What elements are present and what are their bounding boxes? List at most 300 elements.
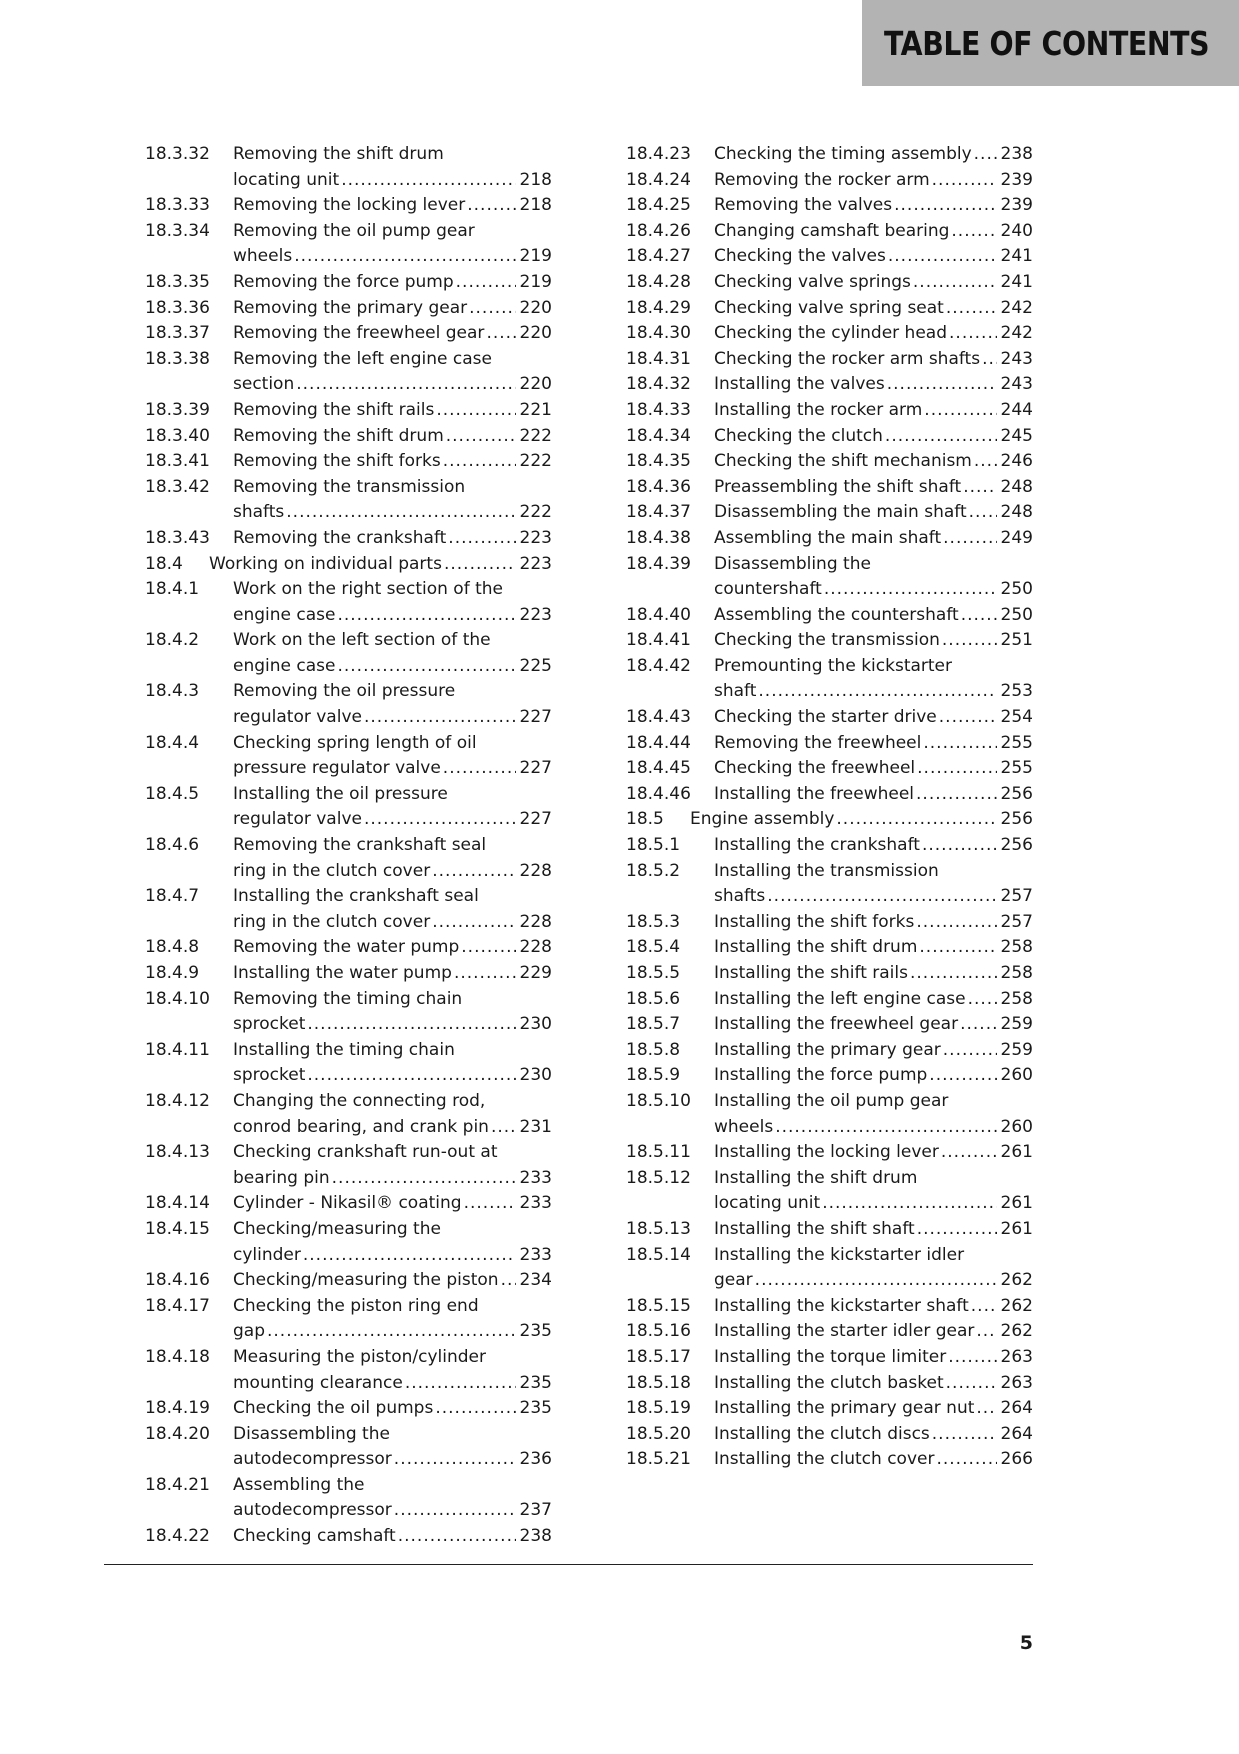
toc-entry-title: Checking the cylinder head <box>714 323 948 344</box>
toc-entry[interactable] <box>626 1089 1033 1140</box>
toc-entry[interactable] <box>626 1038 1033 1064</box>
dot-leader <box>910 961 997 987</box>
toc-entry-number: 18.4.35 <box>626 451 691 472</box>
toc-entry[interactable] <box>145 1140 552 1191</box>
toc-entry-page: 253 <box>1000 681 1033 702</box>
toc-entry[interactable] <box>145 884 552 935</box>
toc-entry-page: 250 <box>1000 579 1033 600</box>
toc-entry[interactable] <box>145 424 552 450</box>
toc-entry-title: Removing the locking lever <box>233 195 466 216</box>
toc-entry-number: 18.5.16 <box>626 1321 691 1342</box>
toc-entry-page: 261 <box>1000 1218 1033 1239</box>
toc-entry[interactable] <box>145 475 552 526</box>
toc-entry-title: Installing the primary gear <box>714 1039 941 1060</box>
toc-entry-page: 256 <box>1000 783 1033 804</box>
dot-leader <box>448 526 515 552</box>
toc-entry[interactable] <box>145 961 552 987</box>
toc-entry[interactable] <box>145 1422 552 1473</box>
dot-leader <box>982 347 996 373</box>
toc-entry[interactable] <box>145 219 552 270</box>
toc-entry-title: Removing the force pump <box>233 271 454 292</box>
dot-leader <box>929 1063 996 1089</box>
toc-entry-page: 242 <box>1000 297 1033 318</box>
toc-entry[interactable] <box>145 1524 552 1550</box>
toc-entry[interactable] <box>626 1166 1033 1217</box>
toc-entry-page: 227 <box>519 809 552 830</box>
toc-column-left <box>145 142 552 1550</box>
toc-entry[interactable] <box>145 321 552 347</box>
toc-entry-page: 238 <box>1000 144 1033 164</box>
toc-entry[interactable] <box>145 449 552 475</box>
toc-entry-page: 245 <box>1000 425 1033 446</box>
toc-entry[interactable] <box>626 731 1033 757</box>
toc-entry-number: 18.4.12 <box>145 1090 210 1111</box>
toc-entry[interactable] <box>626 552 1033 603</box>
toc-entry-title: Work on the right section of the <box>233 579 503 600</box>
toc-entry[interactable] <box>626 1294 1033 1320</box>
dot-leader <box>969 500 997 526</box>
toc-entry[interactable] <box>145 935 552 961</box>
toc-entry[interactable] <box>626 500 1033 526</box>
toc-entry-page: 233 <box>519 1193 552 1214</box>
toc-entry-page: 241 <box>1000 246 1033 267</box>
toc-entry-page: 263 <box>1000 1346 1033 1367</box>
toc-entry-number: 18.4.3 <box>145 681 200 702</box>
dot-leader <box>767 884 996 910</box>
toc-entry[interactable] <box>626 1422 1033 1448</box>
toc-entry[interactable] <box>626 987 1033 1013</box>
toc-entry-page: 261 <box>1000 1142 1033 1163</box>
toc-entry-title: cylinder <box>233 1244 301 1265</box>
toc-entry-title: Checking the starter drive <box>714 707 937 728</box>
toc-entry-page: 228 <box>519 911 552 932</box>
toc-entry-number: 18.5.20 <box>626 1423 691 1444</box>
toc-entry-number: 18.4.8 <box>145 937 200 958</box>
toc-entry[interactable] <box>145 1038 552 1089</box>
toc-entry-number: 18.4.20 <box>145 1423 210 1444</box>
toc-entry-page: 248 <box>1000 502 1033 523</box>
toc-entry[interactable] <box>626 1140 1033 1166</box>
toc-entry-number: 18.4.38 <box>626 527 691 548</box>
toc-entry-title: Installing the left engine case <box>714 988 966 1009</box>
toc-entry-title: Installing the clutch cover <box>714 1449 935 1470</box>
toc-entry[interactable] <box>626 398 1033 424</box>
toc-entry[interactable] <box>626 372 1033 398</box>
toc-entry-page: 259 <box>1000 1039 1033 1060</box>
toc-entry[interactable] <box>145 987 552 1038</box>
toc-entry[interactable] <box>145 577 552 628</box>
toc-entry-title: Checking the oil pumps <box>233 1398 434 1419</box>
toc-entry-title: Removing the primary gear <box>233 297 468 318</box>
toc-entry-page: 233 <box>519 1244 552 1265</box>
toc-entry-number: 18.5.8 <box>626 1039 681 1060</box>
toc-entry[interactable] <box>626 193 1033 219</box>
dot-leader <box>923 731 996 757</box>
toc-entry-title: ring in the clutch cover <box>233 911 431 932</box>
toc-entry-title: Preassembling the shift shaft <box>714 476 962 497</box>
toc-entry[interactable] <box>626 1396 1033 1422</box>
toc-entry-title: Installing the shift rails <box>714 963 908 983</box>
toc-entry-number: 18.4.24 <box>626 169 691 190</box>
dot-leader <box>454 961 516 987</box>
toc-entry-title: Disassembling the <box>233 1423 390 1444</box>
toc-entry-number: 18.4.5 <box>145 783 200 804</box>
dot-leader <box>394 1447 516 1473</box>
toc-entry-title: Installing the clutch basket <box>714 1372 944 1393</box>
dot-leader <box>303 1243 516 1269</box>
toc-entry-title: Removing the freewheel gear <box>233 323 485 344</box>
toc-entry-number: 18.3.33 <box>145 195 210 216</box>
toc-entry-page: 225 <box>519 655 552 676</box>
dot-leader <box>932 168 997 194</box>
toc-entry-number: 18.4 <box>145 553 183 574</box>
dot-leader <box>469 296 515 322</box>
toc-entry-title: Engine assembly <box>690 809 835 830</box>
toc-entry[interactable] <box>626 859 1033 910</box>
dot-leader <box>364 705 516 731</box>
toc-entry-number: 18.5.15 <box>626 1295 691 1316</box>
toc-entry-title: Removing the shift drum <box>233 144 444 164</box>
toc-entry-number: 18.5.18 <box>626 1372 691 1393</box>
toc-entry-number: 18.4.26 <box>626 220 691 241</box>
toc-entry-title: Removing the valves <box>714 195 893 216</box>
toc-entry-title: section <box>233 374 295 395</box>
toc-entry[interactable] <box>626 424 1033 450</box>
toc-entry-page: 223 <box>519 553 552 574</box>
toc-entry-number: 18.4.17 <box>145 1295 210 1316</box>
toc-entry[interactable] <box>626 782 1033 808</box>
toc-entry-title: Installing the oil pump gear <box>714 1090 949 1111</box>
dot-leader <box>486 321 515 347</box>
dot-leader <box>432 910 515 936</box>
toc-entry-title: Removing the oil pressure <box>233 681 456 702</box>
toc-entry-title: Installing the timing chain <box>233 1039 455 1060</box>
toc-entry[interactable] <box>626 807 1033 833</box>
toc-entry-page: 222 <box>519 425 552 446</box>
toc-entry-number: 18.5.1 <box>626 835 681 856</box>
dot-leader <box>919 935 996 961</box>
toc-entry[interactable] <box>626 1371 1033 1397</box>
toc-entry[interactable] <box>145 296 552 322</box>
toc-entry[interactable] <box>145 347 552 398</box>
dot-leader <box>501 1268 516 1294</box>
dot-leader <box>824 577 997 603</box>
toc-entry-number: 18.4.22 <box>145 1526 210 1547</box>
toc-entry-page: 227 <box>519 758 552 779</box>
toc-entry[interactable] <box>145 1217 552 1268</box>
toc-entry-title: Changing camshaft bearing <box>714 220 950 241</box>
toc-entry[interactable] <box>145 731 552 782</box>
toc-entry[interactable] <box>145 1473 552 1524</box>
dot-leader <box>307 1063 515 1089</box>
toc-entry-number: 18.4.9 <box>145 963 200 983</box>
dot-leader <box>963 475 996 501</box>
toc-entry[interactable] <box>145 1396 552 1422</box>
page-number: 5 <box>1019 1632 1033 1654</box>
toc-entry[interactable] <box>626 628 1033 654</box>
toc-entry[interactable] <box>626 1063 1033 1089</box>
toc-entry-title: Installing the starter idler gear <box>714 1321 975 1342</box>
toc-entry-title: engine case <box>233 604 336 625</box>
dot-leader <box>941 1140 997 1166</box>
dot-leader <box>286 500 515 526</box>
dot-leader <box>461 935 515 961</box>
toc-entry[interactable] <box>626 347 1033 373</box>
toc-entry[interactable] <box>145 552 552 578</box>
toc-entry-title: sprocket <box>233 1014 306 1035</box>
toc-entry-number: 18.5.2 <box>626 860 681 881</box>
toc-entry-title: Removing the timing chain <box>233 988 463 1009</box>
toc-entry[interactable] <box>145 833 552 884</box>
toc-entry-title: Removing the crankshaft seal <box>233 835 487 856</box>
toc-entry-title: Installing the crankshaft seal <box>233 886 479 907</box>
toc-entry[interactable] <box>145 1268 552 1294</box>
toc-entry-number: 18.3.41 <box>145 451 210 472</box>
toc-entry-title: Installing the oil pressure <box>233 783 448 804</box>
toc-entry-title: ring in the clutch cover <box>233 860 431 881</box>
toc-entry-number: 18.5.9 <box>626 1065 681 1086</box>
dot-leader <box>775 1115 996 1141</box>
dot-leader <box>974 449 997 475</box>
toc-entry-number: 18.5 <box>626 809 664 830</box>
toc-entry-title: shaft <box>714 681 757 702</box>
toc-entry[interactable] <box>626 475 1033 501</box>
toc-entry-title: Installing the kickstarter idler <box>714 1244 965 1265</box>
toc-entry[interactable] <box>626 1319 1033 1345</box>
toc-entry[interactable] <box>145 1089 552 1140</box>
dot-leader <box>405 1371 516 1397</box>
dot-leader <box>755 1268 997 1294</box>
toc-entry-page: 222 <box>519 451 552 472</box>
toc-entry[interactable] <box>626 603 1033 629</box>
toc-entry-title: Cylinder - Nikasil® coating <box>233 1193 462 1214</box>
toc-entry-page: 243 <box>1000 348 1033 369</box>
page-title: TABLE OF CONTENTS <box>883 24 1209 63</box>
toc-entry-number: 18.5.17 <box>626 1346 691 1367</box>
dot-leader <box>961 603 997 629</box>
dot-leader <box>836 807 996 833</box>
toc-entry[interactable] <box>626 1345 1033 1371</box>
toc-entry-title: Assembling the <box>233 1474 365 1495</box>
dot-leader <box>917 756 996 782</box>
toc-entry-number: 18.5.14 <box>626 1244 691 1265</box>
toc-entry-number: 18.5.10 <box>626 1090 691 1111</box>
toc-entry-number: 18.4.21 <box>145 1474 210 1495</box>
dot-leader <box>885 424 997 450</box>
toc-entry-number: 18.3.38 <box>145 348 210 369</box>
toc-entry-page: 233 <box>519 1167 552 1188</box>
toc-entry-page: 222 <box>519 502 552 523</box>
toc-entry-page: 262 <box>1000 1295 1033 1316</box>
toc-entry-page: 230 <box>519 1065 552 1086</box>
toc-entry[interactable] <box>145 398 552 424</box>
toc-entry-page: 235 <box>519 1398 552 1419</box>
toc-entry-page: 235 <box>519 1321 552 1342</box>
toc-entry-title: Work on the left section of the <box>233 630 491 651</box>
dot-leader <box>888 244 997 270</box>
toc-entry-number: 18.4.43 <box>626 707 691 728</box>
toc-entry[interactable] <box>626 1217 1033 1243</box>
toc-entry[interactable] <box>626 705 1033 731</box>
dot-leader <box>491 1115 516 1141</box>
toc-entry-title: Disassembling the main shaft <box>714 502 967 523</box>
dot-leader <box>822 1191 996 1217</box>
toc-entry-number: 18.4.23 <box>626 144 691 164</box>
toc-entry[interactable] <box>626 296 1033 322</box>
dot-leader <box>398 1524 516 1550</box>
dot-leader <box>467 193 515 219</box>
toc-entry-title: Checking the clutch <box>714 425 883 446</box>
dot-leader <box>951 219 996 245</box>
toc-entry-page: 221 <box>519 399 552 420</box>
toc-entry-title: Installing the rocker arm <box>714 399 923 420</box>
toc-entry-title: gap <box>233 1321 265 1342</box>
toc-entry-title: locating unit <box>233 169 340 190</box>
toc-entry-title: Removing the shift forks <box>233 451 441 472</box>
toc-entry-title: Installing the transmission <box>714 860 939 881</box>
toc-entry[interactable] <box>145 1294 552 1345</box>
dot-leader <box>949 321 997 347</box>
toc-entry[interactable] <box>626 1447 1033 1473</box>
toc-entry[interactable] <box>626 756 1033 782</box>
dot-leader <box>446 424 516 450</box>
dot-leader <box>332 1166 516 1192</box>
dot-leader <box>968 987 997 1013</box>
toc-entry[interactable] <box>626 1243 1033 1294</box>
toc-entry-title: Checking camshaft <box>233 1526 396 1547</box>
toc-entry-page: 254 <box>1000 707 1033 728</box>
toc-entry[interactable] <box>145 628 552 679</box>
footer-divider <box>104 1564 1033 1565</box>
toc-entry[interactable] <box>145 1345 552 1396</box>
toc-entry[interactable] <box>626 833 1033 859</box>
toc-entry[interactable] <box>626 961 1033 987</box>
toc-entry-number: 18.3.39 <box>145 399 210 420</box>
dot-leader <box>432 859 515 885</box>
toc-entry-number: 18.4.13 <box>145 1142 210 1163</box>
toc-entry-number: 18.5.12 <box>626 1167 691 1188</box>
toc-entry[interactable] <box>145 193 552 219</box>
toc-entry[interactable] <box>626 449 1033 475</box>
dot-leader <box>337 603 515 629</box>
toc-entry-page: 242 <box>1000 323 1033 344</box>
toc-entry-number: 18.4.25 <box>626 195 691 216</box>
toc-entry-page: 257 <box>1000 911 1033 932</box>
toc-entry-page: 239 <box>1000 169 1033 190</box>
toc-entry-title: gear <box>714 1270 753 1291</box>
toc-entry-title: Installing the shift drum <box>714 937 918 958</box>
toc-entry-title: Changing the connecting rod, <box>233 1090 486 1111</box>
toc-entry[interactable] <box>145 142 552 193</box>
toc-entry[interactable] <box>145 679 552 730</box>
dot-leader <box>337 654 515 680</box>
toc-entry-number: 18.4.2 <box>145 630 200 651</box>
toc-entry-title: bearing pin <box>233 1167 330 1188</box>
toc-entry-page: 262 <box>1000 1321 1033 1342</box>
toc-entry-number: 18.5.7 <box>626 1014 681 1035</box>
dot-leader <box>296 372 515 398</box>
toc-entry-title: Installing the kickstarter shaft <box>714 1295 969 1316</box>
toc-entry-title: Checking the rocker arm shafts <box>714 348 981 369</box>
toc-entry-number: 18.4.19 <box>145 1398 210 1419</box>
toc-entry-title: Checking/measuring the <box>233 1218 441 1239</box>
toc-entry[interactable] <box>626 910 1033 936</box>
toc-entry[interactable] <box>626 526 1033 552</box>
dot-leader <box>394 1498 516 1524</box>
toc-entry-number: 18.4.28 <box>626 271 691 292</box>
toc-entry-title: Checking/measuring the piston <box>233 1270 499 1291</box>
toc-entry-title: Disassembling the <box>714 553 871 574</box>
toc-entry[interactable] <box>145 270 552 296</box>
toc-entry-number: 18.4.40 <box>626 604 691 625</box>
toc-entry-number: 18.4.34 <box>626 425 691 446</box>
toc-entry-title: conrod bearing, and crank pin <box>233 1116 489 1137</box>
toc-entry[interactable] <box>626 270 1033 296</box>
toc-entry-number: 18.4.11 <box>145 1039 210 1060</box>
toc-entry[interactable] <box>626 219 1033 245</box>
toc-entry[interactable] <box>145 782 552 833</box>
dot-leader <box>922 833 997 859</box>
toc-entry-number: 18.4.15 <box>145 1218 210 1239</box>
toc-entry[interactable] <box>626 935 1033 961</box>
toc-entry-title: Installing the torque limiter <box>714 1346 947 1367</box>
toc-entry[interactable] <box>626 654 1033 705</box>
toc-entry-title: Installing the force pump <box>714 1065 928 1086</box>
toc-entry[interactable] <box>626 1012 1033 1038</box>
toc-entry[interactable] <box>626 321 1033 347</box>
toc-entry-number: 18.4.33 <box>626 399 691 420</box>
toc-entry-page: 249 <box>1000 527 1033 548</box>
toc-column-right <box>626 142 1033 1473</box>
dot-leader <box>307 1012 515 1038</box>
toc-entry-number: 18.4.29 <box>626 297 691 318</box>
toc-entry-page: 250 <box>1000 604 1033 625</box>
toc-entry-number: 18.4.41 <box>626 630 691 651</box>
toc-entry-number: 18.4.10 <box>145 988 210 1009</box>
toc-entry-title: autodecompressor <box>233 1500 392 1521</box>
dot-leader <box>758 679 996 705</box>
toc-entry-page: 260 <box>1000 1065 1033 1086</box>
toc-entry[interactable] <box>145 526 552 552</box>
toc-entry-number: 18.5.4 <box>626 937 681 958</box>
toc-entry-number: 18.4.31 <box>626 348 691 369</box>
toc-entry-title: Measuring the piston/cylinder <box>233 1346 486 1367</box>
toc-entry-number: 18.5.5 <box>626 963 681 983</box>
toc-entry-title: Checking the shift mechanism <box>714 451 972 472</box>
toc-entry-title: engine case <box>233 655 336 676</box>
toc-entry-title: Removing the water pump <box>233 937 460 958</box>
toc-entry-title: shafts <box>233 502 285 523</box>
dot-leader <box>435 1396 515 1422</box>
toc-entry-page: 234 <box>519 1270 552 1291</box>
dot-leader <box>924 398 996 424</box>
toc-entry-title: locating unit <box>714 1193 821 1214</box>
toc-entry-title: Installing the primary gear nut <box>714 1398 975 1419</box>
toc-entry[interactable] <box>145 1191 552 1217</box>
toc-entry[interactable] <box>626 142 1033 168</box>
toc-entry-number: 18.4.39 <box>626 553 691 574</box>
toc-entry-title: Installing the shift forks <box>714 911 915 932</box>
toc-entry[interactable] <box>626 244 1033 270</box>
toc-entry-page: 258 <box>1000 963 1033 983</box>
toc-entry-title: mounting clearance <box>233 1372 403 1393</box>
toc-entry[interactable] <box>626 168 1033 194</box>
toc-entry-number: 18.3.36 <box>145 297 210 318</box>
toc-entry-number: 18.4.6 <box>145 835 200 856</box>
toc-entry-page: 220 <box>519 297 552 318</box>
toc-entry-number: 18.4.4 <box>145 732 200 753</box>
toc-entry-title: Assembling the main shaft <box>714 527 942 548</box>
